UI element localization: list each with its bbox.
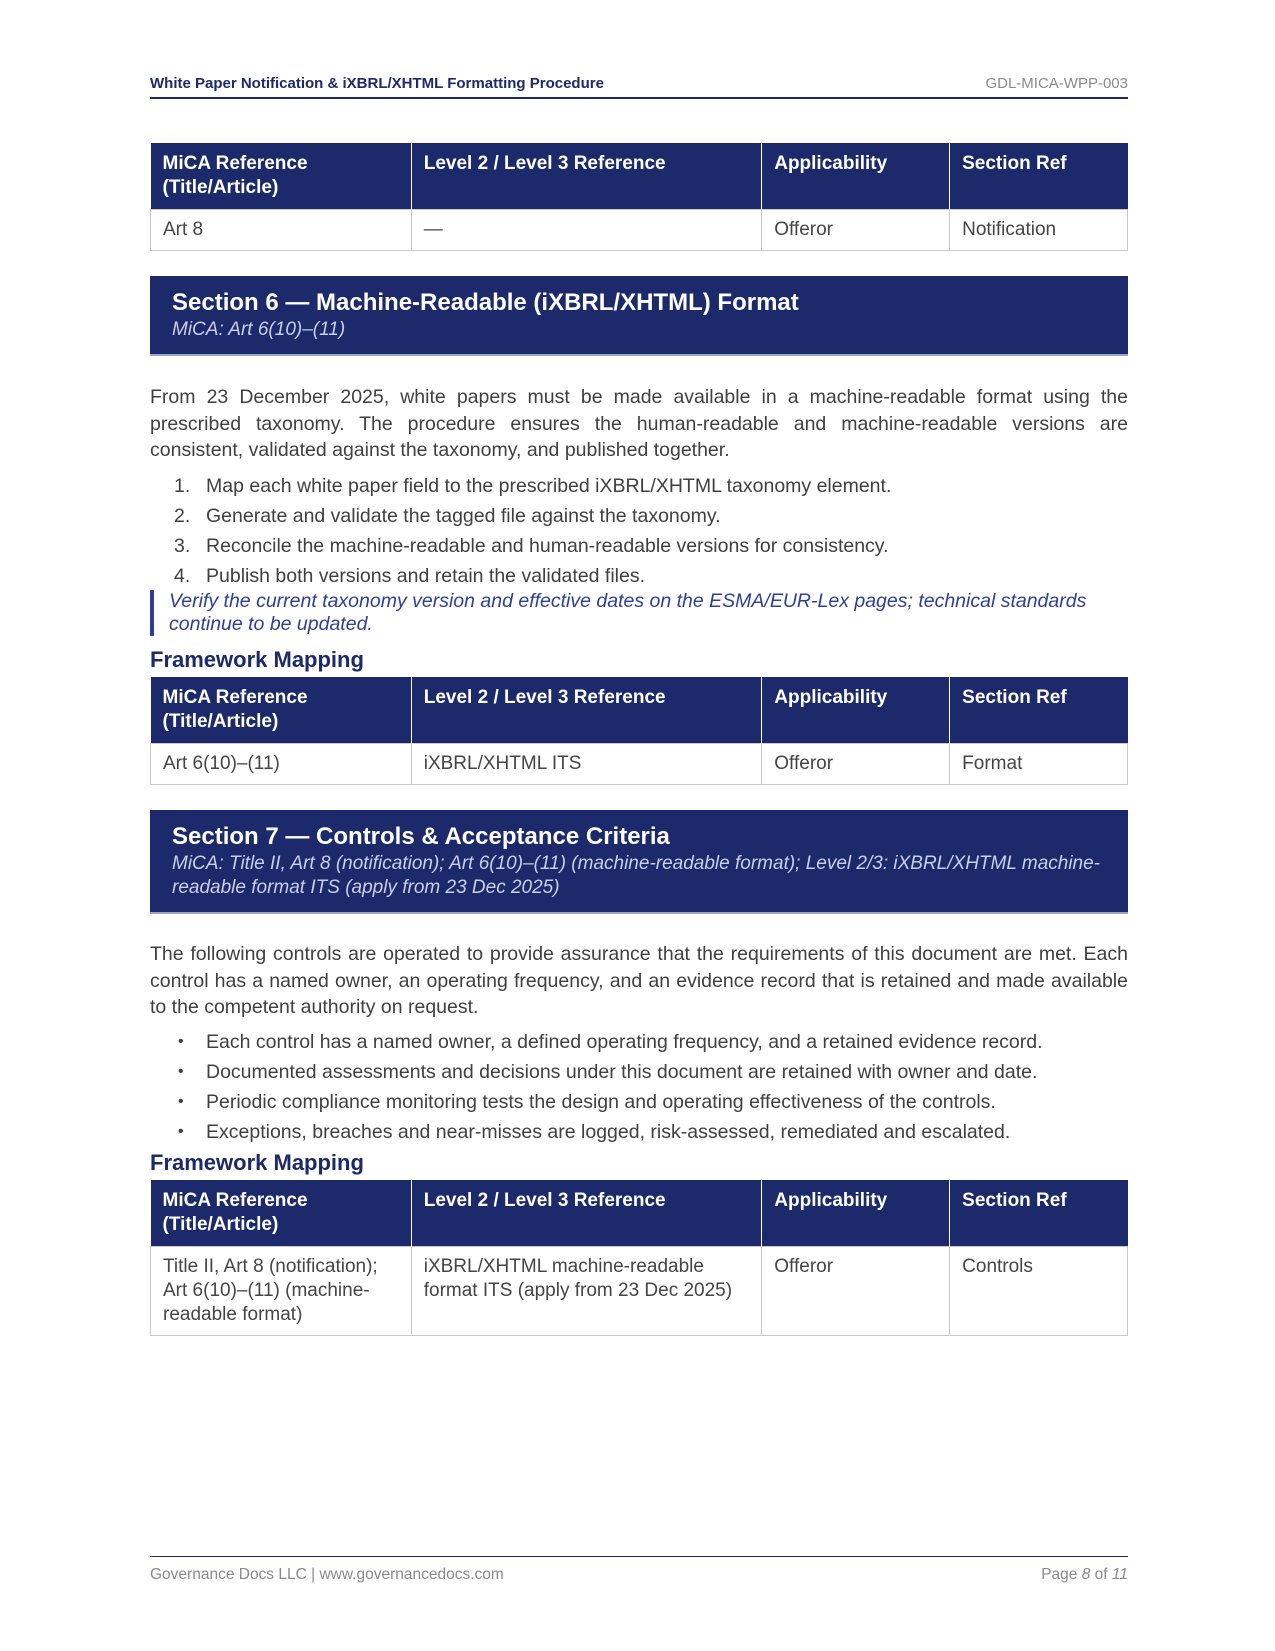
list-item-text: Exceptions, breaches and near-misses are logged, risk-assessed, remediated and escalated. xyxy=(206,1121,1011,1143)
page-prefix: Page xyxy=(1041,1566,1078,1583)
page-of: of xyxy=(1094,1566,1108,1583)
list-item xyxy=(150,471,1128,501)
cell-level-reference: iXBRL/XHTML ITS xyxy=(411,744,762,785)
cell-applicability: Offeror xyxy=(762,744,950,785)
list-number: 4. xyxy=(174,565,191,587)
table-header-row xyxy=(151,677,1128,744)
section-6-banner xyxy=(150,276,1128,356)
list-item xyxy=(150,1087,1128,1117)
framework-mapping-table-format xyxy=(150,677,1128,785)
bullet-marker: • xyxy=(178,1123,184,1140)
taxonomy-note: Verify the current taxonomy version and effective dates on the ESMA/EUR-Lex pages; technical standards continue to be updated. xyxy=(150,590,1128,636)
column-header-mica-reference: MiCA Reference (Title/Article) xyxy=(151,1180,412,1247)
bullet-marker: • xyxy=(178,1093,184,1110)
framework-mapping-table-controls xyxy=(150,1180,1128,1336)
section-6-title: Section 6 — Machine-Readable (iXBRL/XHTML) Format xyxy=(172,289,799,316)
list-number: 2. xyxy=(174,505,191,527)
section-6-mapping-heading: Framework Mapping xyxy=(150,647,364,672)
column-header-section-ref: Section Ref xyxy=(950,1180,1128,1247)
section-6-paragraph: From 23 December 2025, white papers must be made available in a machine-readable format using the prescribed taxonomy. The procedure ensures the human-readable and machine-readable versions are consistent, validated against the taxonomy, and published together. xyxy=(150,386,1128,461)
section-7-mapping-heading: Framework Mapping xyxy=(150,1150,364,1175)
list-item-text: Generate and validate the tagged file against the taxonomy. xyxy=(206,505,721,527)
list-item-text: Map each white paper field to the prescribed iXBRL/XHTML taxonomy element. xyxy=(206,475,892,497)
bullet-marker: • xyxy=(178,1033,184,1050)
table-row xyxy=(151,744,1128,785)
list-item-text: Reconcile the machine-readable and human-readable versions for consistency. xyxy=(206,535,889,557)
list-item xyxy=(150,501,1128,531)
list-item xyxy=(150,1057,1128,1087)
document-title: White Paper Notification & iXBRL/XHTML Formatting Procedure xyxy=(150,75,604,92)
page-current: 8 xyxy=(1081,1566,1091,1583)
table-header-row xyxy=(151,143,1128,210)
list-item-text: Publish both versions and retain the validated files. xyxy=(206,565,646,587)
list-item xyxy=(150,1027,1128,1057)
list-item-text: Documented assessments and decisions under this document are retained with owner and date. xyxy=(206,1061,1038,1083)
column-header-level-reference: Level 2 / Level 3 Reference xyxy=(411,1180,762,1247)
column-header-applicability: Applicability xyxy=(762,143,950,210)
list-item xyxy=(150,531,1128,561)
page-header xyxy=(150,73,1128,99)
cell-applicability: Offeror xyxy=(762,210,950,251)
list-number: 3. xyxy=(174,535,191,557)
page-number xyxy=(1041,1566,1128,1584)
column-header-section-ref: Section Ref xyxy=(950,143,1128,210)
cell-level-reference: — xyxy=(411,210,761,251)
section-7-subtitle: MiCA: Title II, Art 8 (notification); Art 6(10)–(11) (machine-readable format); Level 2/3: iXBRL/XHTML machine-readable format ITS (apply from 23 Dec 2025) xyxy=(172,853,1101,898)
cell-section-ref: Notification xyxy=(950,210,1128,251)
document-id: GDL-MICA-WPP-003 xyxy=(985,75,1128,92)
column-header-section-ref: Section Ref xyxy=(950,677,1128,744)
column-header-mica-reference: MiCA Reference (Title/Article) xyxy=(151,143,412,210)
section-7-banner xyxy=(150,810,1128,914)
table-row xyxy=(151,1247,1128,1336)
column-header-applicability: Applicability xyxy=(762,1180,950,1247)
column-header-level-reference: Level 2 / Level 3 Reference xyxy=(411,677,762,744)
cell-section-ref: Format xyxy=(950,744,1128,785)
column-header-applicability: Applicability xyxy=(762,677,950,744)
column-header-level-reference: Level 2 / Level 3 Reference xyxy=(411,143,761,210)
section-6-subtitle: MiCA: Art 6(10)–(11) xyxy=(172,319,346,340)
table-header-row xyxy=(151,1180,1128,1247)
cell-mica-reference: Art 6(10)–(11) xyxy=(151,744,412,785)
section-7-paragraph: The following controls are operated to provide assurance that the requirements of this document are met. Each control has a named owner, an operating frequency, and an evidence record that is retained and made available to the competent authority on request. xyxy=(150,943,1128,1018)
cell-applicability: Offeror xyxy=(762,1247,950,1336)
cell-level-reference: iXBRL/XHTML machine-readable format ITS (apply from 23 Dec 2025) xyxy=(411,1247,762,1336)
table-row xyxy=(151,210,1128,251)
section-7-controls-list xyxy=(150,1027,1128,1147)
section-6-steps-list xyxy=(150,471,1128,591)
page-total: 11 xyxy=(1111,1566,1128,1583)
list-item xyxy=(150,561,1128,591)
list-item xyxy=(150,1117,1128,1147)
list-number: 1. xyxy=(174,475,191,497)
list-item-text: Periodic compliance monitoring tests the design and operating effectiveness of the controls. xyxy=(206,1091,996,1113)
footer-company-link: Governance Docs LLC | www.governancedocs.com xyxy=(150,1566,504,1583)
cell-mica-reference: Art 8 xyxy=(151,210,412,251)
cell-mica-reference: Title II, Art 8 (notification); Art 6(10)–(11) (machine-readable format) xyxy=(151,1247,412,1336)
framework-mapping-table-notification xyxy=(150,143,1128,251)
bullet-marker: • xyxy=(178,1063,184,1080)
cell-section-ref: Controls xyxy=(950,1247,1128,1336)
page-footer xyxy=(150,1556,1128,1586)
list-item-text: Each control has a named owner, a defined operating frequency, and a retained evidence record. xyxy=(206,1031,1043,1053)
section-7-title: Section 7 — Controls & Acceptance Criteria xyxy=(172,823,670,850)
column-header-mica-reference: MiCA Reference (Title/Article) xyxy=(151,677,412,744)
